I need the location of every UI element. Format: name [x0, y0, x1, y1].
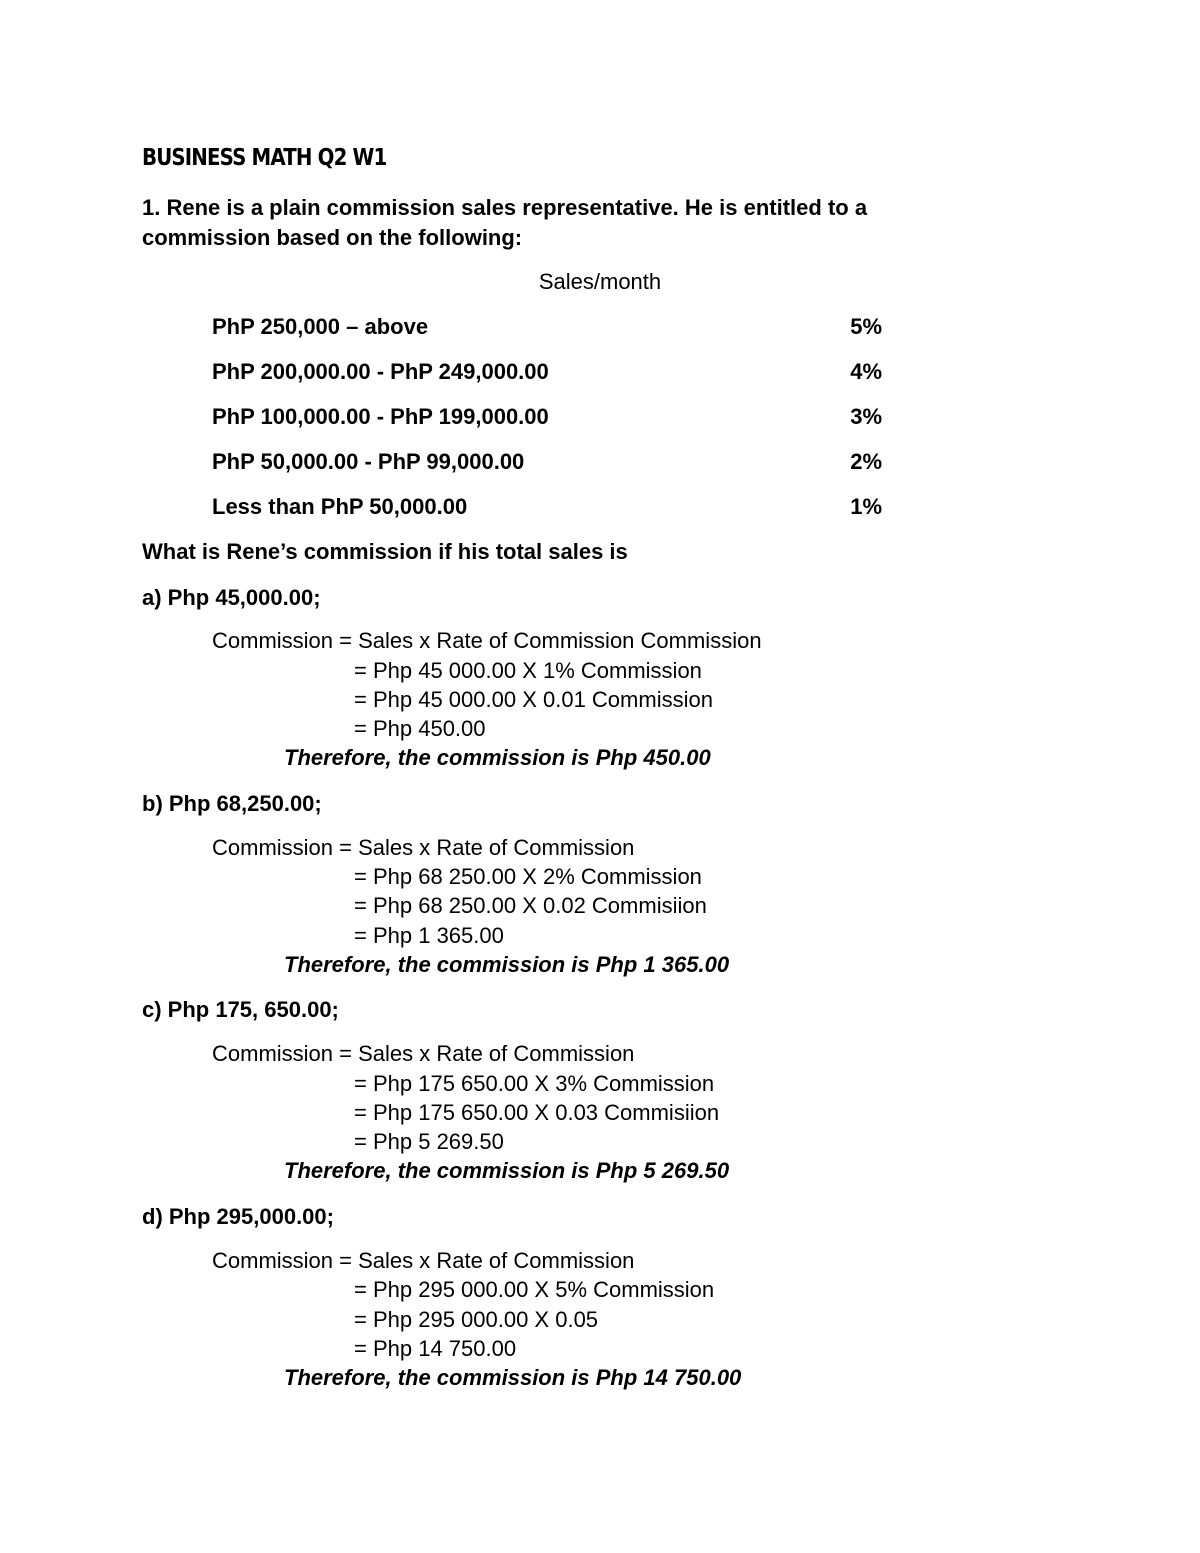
document-title: BUSINESS MATH Q2 W1: [142, 145, 387, 171]
part-label: a) Php 45,000.00;: [142, 585, 321, 610]
answer-text: Therefore, the commission is Php 5 269.50: [284, 1158, 730, 1183]
answer-text: Therefore, the commission is Php 1 365.00: [284, 952, 730, 977]
formula-line: = Php 14 750.00: [354, 1336, 517, 1361]
rate-row-range: PhP 100,000.00 - PhP 199,000.00: [212, 404, 549, 429]
formula-line: Commission = Sales x Rate of Commission: [212, 835, 635, 860]
problem-line-1: 1. Rene is a plain commission sales representative. He is entitled to a: [142, 195, 868, 220]
formula-line: = Php 1 365.00: [354, 923, 504, 948]
formula-line: Commission = Sales x Rate of Commission: [212, 1041, 635, 1066]
formula-line: = Php 450.00: [354, 716, 486, 741]
formula-line: Commission = Sales x Rate of Commission: [212, 1248, 635, 1273]
formula-line: = Php 295 000.00 X 5% Commission: [354, 1277, 715, 1302]
rate-row-rate: 5%: [850, 314, 882, 339]
formula-line: = Php 175 650.00 X 3% Commission: [354, 1071, 715, 1096]
answer-text: Therefore, the commission is Php 14 750.00: [284, 1365, 742, 1390]
rate-row-range: Less than PhP 50,000.00: [212, 494, 468, 519]
table-header: Sales/month: [538, 269, 662, 294]
formula-line: = Php 175 650.00 X 0.03 Commisiion: [354, 1100, 720, 1125]
part-label: b) Php 68,250.00;: [142, 791, 322, 816]
answer-text: Therefore, the commission is Php 450.00: [284, 745, 711, 770]
rate-row-range: PhP 50,000.00 - PhP 99,000.00: [212, 449, 525, 474]
formula-line: = Php 68 250.00 X 0.02 Commisiion: [354, 893, 707, 918]
rate-row-rate: 3%: [850, 404, 882, 429]
formula-line: = Php 5 269.50: [354, 1129, 504, 1154]
formula-line: = Php 45 000.00 X 1% Commission: [354, 658, 702, 683]
part-label: d) Php 295,000.00;: [142, 1204, 334, 1229]
part-label: c) Php 175, 650.00;: [142, 997, 339, 1022]
problem-line-2: commission based on the following:: [142, 225, 523, 250]
rate-row-rate: 4%: [850, 359, 882, 384]
rate-row-range: PhP 250,000 – above: [212, 314, 429, 339]
formula-line: = Php 45 000.00 X 0.01 Commission: [354, 687, 713, 712]
formula-line: = Php 68 250.00 X 2% Commission: [354, 864, 702, 889]
formula-line: = Php 295 000.00 X 0.05: [354, 1307, 599, 1332]
rate-row-range: PhP 200,000.00 - PhP 249,000.00: [212, 359, 549, 384]
rate-row-rate: 2%: [850, 449, 882, 474]
rate-row-rate: 1%: [850, 494, 882, 519]
question-text: What is Rene’s commission if his total sales is: [142, 539, 628, 564]
formula-line: Commission = Sales x Rate of Commission Commission: [212, 628, 762, 653]
